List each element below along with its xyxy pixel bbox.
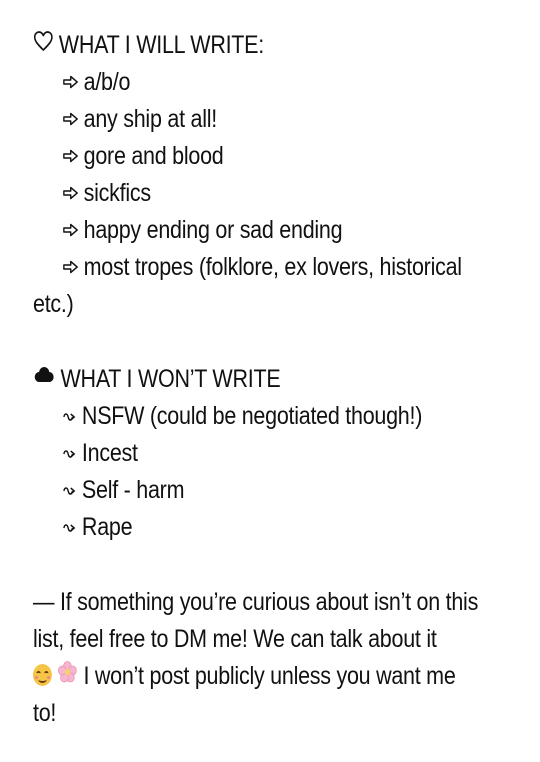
wont-write-heading-line xyxy=(33,361,446,398)
closing-note-line xyxy=(33,621,446,658)
wont-write-heading: WHAT I WON’T WRITE xyxy=(60,365,281,393)
wont-write-item xyxy=(63,472,476,509)
cloud-icon xyxy=(33,360,55,397)
will-write-item xyxy=(63,64,476,101)
curly-arrow-icon xyxy=(63,397,77,434)
wont-write-item xyxy=(63,398,476,435)
will-write-item-continuation-text: etc.) xyxy=(33,290,74,318)
will-write-item-text: gore and blood xyxy=(83,142,224,170)
heart-outline-icon xyxy=(33,26,54,63)
curly-arrow-icon xyxy=(63,508,77,545)
wont-write-item-text: Incest xyxy=(81,439,138,467)
cherry-blossom-icon xyxy=(58,657,77,694)
will-write-item xyxy=(63,175,476,212)
will-write-heading-line xyxy=(33,27,446,64)
wont-write-item-text: Self - harm xyxy=(81,476,185,504)
wont-write-item xyxy=(63,509,476,546)
will-write-item xyxy=(63,212,476,249)
curly-arrow-icon xyxy=(63,471,77,508)
arrow-right-icon xyxy=(63,100,78,137)
arrow-right-icon xyxy=(63,63,78,100)
will-write-heading: WHAT I WILL WRITE: xyxy=(58,31,264,59)
will-write-item-text: most tropes (folklore, ex lovers, historical xyxy=(83,253,462,281)
will-write-item xyxy=(63,101,476,138)
will-write-item xyxy=(63,249,476,286)
closing-note-line xyxy=(33,584,479,621)
will-write-item-text: happy ending or sad ending xyxy=(83,216,343,244)
will-write-item-text: any ship at all! xyxy=(83,105,217,133)
closing-note-line xyxy=(33,658,456,695)
wont-write-item-text: NSFW (could be negotiated though!) xyxy=(81,402,423,430)
closing-note-line xyxy=(33,695,446,732)
curly-arrow-icon xyxy=(63,434,77,471)
arrow-right-icon xyxy=(63,174,78,211)
closing-note-text: I won’t post publicly unless you want me xyxy=(83,662,456,690)
will-write-item-continuation xyxy=(33,286,446,323)
smiling-face-icon xyxy=(33,664,52,686)
will-write-item-text: a/b/o xyxy=(83,68,131,96)
will-write-item xyxy=(63,138,476,175)
closing-note-text: to! xyxy=(33,699,57,727)
closing-note-text: list, feel free to DM me! We can talk about it xyxy=(33,625,437,653)
arrow-right-icon xyxy=(63,137,78,174)
will-write-item-text: sickfics xyxy=(83,179,151,207)
arrow-right-icon xyxy=(63,248,78,285)
wont-write-item xyxy=(63,435,476,472)
wont-write-item-text: Rape xyxy=(81,513,133,541)
arrow-right-icon xyxy=(63,211,78,248)
closing-note-text: — If something you’re curious about isn’t on this xyxy=(33,588,479,616)
